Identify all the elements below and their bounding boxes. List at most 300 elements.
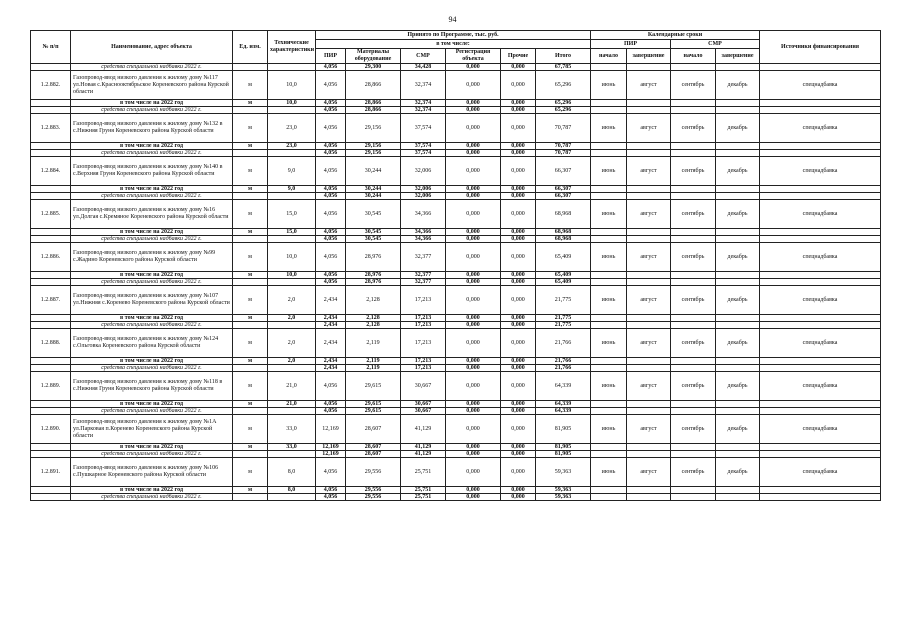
value-cell: 0,000 — [501, 365, 536, 372]
item-unit: м — [233, 415, 268, 444]
item-name: Газопровод-ввод низкого давления к жилому дому №106 с.Пушкарное Кореневского района Курской области — [71, 458, 233, 487]
pir-start: июнь — [591, 71, 627, 100]
pir-end: август — [627, 114, 671, 143]
value-cell: 64,339 — [536, 408, 591, 415]
table-row — [31, 71, 881, 100]
value-cell: 0,000 — [501, 487, 536, 494]
pir-end: август — [627, 286, 671, 315]
value-cell: 70,787 — [536, 114, 591, 143]
value-cell: 28,976 — [346, 279, 401, 286]
smr-start: сентябрь — [671, 329, 716, 358]
value-cell: 30,244 — [346, 157, 401, 186]
funds-label: средства специальной надбавки 2022 г. — [71, 451, 233, 458]
value-cell: 29,556 — [346, 487, 401, 494]
value-cell: 4,056 — [316, 487, 346, 494]
item-unit: м — [233, 243, 268, 272]
value-cell: 81,905 — [536, 451, 591, 458]
smr-start: сентябрь — [671, 200, 716, 229]
item-number: 1.2.886. — [31, 243, 71, 272]
smr-end: декабрь — [716, 243, 760, 272]
item-tech: 15,0 — [268, 229, 316, 236]
value-cell: 4,056 — [316, 229, 346, 236]
value-cell: 0,000 — [446, 415, 501, 444]
item-number: 1.2.883. — [31, 114, 71, 143]
value-cell: 70,787 — [536, 143, 591, 150]
year-row — [31, 100, 881, 107]
value-cell: 2,128 — [346, 322, 401, 329]
value-cell: 59,363 — [536, 494, 591, 501]
value-cell: 4,056 — [316, 243, 346, 272]
value-cell: 0,000 — [501, 494, 536, 501]
year-row — [31, 186, 881, 193]
item-unit: м — [233, 114, 268, 143]
value-cell: 21,775 — [536, 322, 591, 329]
funds-row — [31, 107, 881, 114]
item-name: Газопровод-ввод низкого давления к жилому дому №107 ул.Нижняя с.Коренево Кореневского района Курской области — [71, 286, 233, 315]
value-cell: 2,434 — [316, 365, 346, 372]
value-cell: 0,000 — [446, 193, 501, 200]
value-cell: 65,409 — [536, 272, 591, 279]
value-cell: 0,000 — [501, 107, 536, 114]
value-cell: 4,056 — [316, 408, 346, 415]
year-label: в том числе на 2022 год — [71, 401, 233, 408]
value-cell: 2,119 — [346, 329, 401, 358]
year-label: в том числе на 2022 год — [71, 100, 233, 107]
value-cell: 4,056 — [316, 401, 346, 408]
year-label: в том числе на 2022 год — [71, 272, 233, 279]
smr-end: декабрь — [716, 329, 760, 358]
value-cell: 0,000 — [446, 236, 501, 243]
value-cell: 34,428 — [401, 64, 446, 71]
value-cell: 0,000 — [501, 193, 536, 200]
value-cell: 0,000 — [446, 408, 501, 415]
year-row — [31, 358, 881, 365]
value-cell: 34,366 — [401, 236, 446, 243]
table-row — [31, 458, 881, 487]
value-cell: 37,574 — [401, 114, 446, 143]
value-cell: 0,000 — [446, 229, 501, 236]
funds-row — [31, 150, 881, 157]
item-name: Газопровод-ввод низкого давления к жилому дому №16 ул.Долгая с.Кремяное Кореневского района Курской области — [71, 200, 233, 229]
value-cell: 28,607 — [346, 444, 401, 451]
item-tech: 33,0 — [268, 444, 316, 451]
item-tech: 10,0 — [268, 272, 316, 279]
value-cell: 2,434 — [316, 315, 346, 322]
pir-end: август — [627, 372, 671, 401]
item-source: спецнадбавка — [760, 286, 881, 315]
item-name: Газопровод-ввод низкого давления к жилому дому №99 с.Жадино Кореневского района Курской области — [71, 243, 233, 272]
year-row — [31, 272, 881, 279]
value-cell: 0,000 — [446, 186, 501, 193]
col-other: Прочие — [501, 49, 536, 64]
col-smr: СМР — [401, 49, 446, 64]
value-cell: 4,056 — [316, 279, 346, 286]
value-cell: 59,363 — [536, 487, 591, 494]
item-tech: 10,0 — [268, 71, 316, 100]
value-cell: 0,000 — [446, 279, 501, 286]
col-pir: ПИР — [316, 49, 346, 64]
value-cell: 0,000 — [501, 372, 536, 401]
value-cell: 0,000 — [501, 415, 536, 444]
table-row — [31, 157, 881, 186]
item-unit: м — [233, 229, 268, 236]
smr-start: сентябрь — [671, 157, 716, 186]
value-cell: 28,976 — [346, 272, 401, 279]
funds-label: средства специальной надбавки 2022 г. — [71, 279, 233, 286]
col-source: Источники финансирования — [760, 31, 881, 64]
smr-end: декабрь — [716, 458, 760, 487]
funds-row — [31, 365, 881, 372]
value-cell: 4,056 — [316, 64, 346, 71]
value-cell: 0,000 — [446, 494, 501, 501]
funds-label: средства специальной надбавки 2022 г. — [71, 150, 233, 157]
item-unit: м — [233, 143, 268, 150]
value-cell: 0,000 — [446, 444, 501, 451]
value-cell: 0,000 — [446, 358, 501, 365]
funds-row — [31, 322, 881, 329]
item-tech: 10,0 — [268, 100, 316, 107]
item-tech: 2,0 — [268, 358, 316, 365]
value-cell: 0,000 — [501, 329, 536, 358]
year-row — [31, 229, 881, 236]
col-pir-end: завершение — [627, 49, 671, 64]
funds-label: средства специальной надбавки 2022 г. — [71, 107, 233, 114]
value-cell: 4,056 — [316, 458, 346, 487]
pir-end: август — [627, 71, 671, 100]
value-cell: 29,556 — [346, 494, 401, 501]
value-cell: 37,574 — [401, 143, 446, 150]
value-cell: 4,056 — [316, 200, 346, 229]
value-cell: 30,244 — [346, 186, 401, 193]
item-unit: м — [233, 100, 268, 107]
funds-row — [31, 193, 881, 200]
table-row — [31, 200, 881, 229]
item-unit: м — [233, 358, 268, 365]
value-cell: 4,056 — [316, 100, 346, 107]
item-tech: 10,0 — [268, 243, 316, 272]
value-cell: 29,556 — [346, 458, 401, 487]
item-unit: м — [233, 329, 268, 358]
funds-row — [31, 494, 881, 501]
col-materials: Материалы оборудование — [346, 49, 401, 64]
smr-start: сентябрь — [671, 372, 716, 401]
value-cell: 4,056 — [316, 193, 346, 200]
pir-end: август — [627, 243, 671, 272]
pir-end: август — [627, 458, 671, 487]
value-cell: 29,615 — [346, 408, 401, 415]
col-unit: Ед. изм. — [233, 31, 268, 64]
value-cell: 21,775 — [536, 286, 591, 315]
value-cell: 2,119 — [346, 365, 401, 372]
value-cell: 0,000 — [446, 107, 501, 114]
value-cell: 17,213 — [401, 358, 446, 365]
item-unit: м — [233, 200, 268, 229]
smr-start: сентябрь — [671, 458, 716, 487]
funds-row — [31, 64, 881, 71]
table-row — [31, 243, 881, 272]
value-cell: 0,000 — [446, 401, 501, 408]
value-cell: 28,607 — [346, 415, 401, 444]
value-cell: 2,128 — [346, 315, 401, 322]
value-cell: 0,000 — [501, 279, 536, 286]
value-cell: 0,000 — [446, 315, 501, 322]
item-source: спецнадбавка — [760, 114, 881, 143]
col-no: № п/п — [31, 31, 71, 64]
item-number: 1.2.887. — [31, 286, 71, 315]
smr-end: декабрь — [716, 286, 760, 315]
smr-end: декабрь — [716, 157, 760, 186]
col-pir-start: начало — [591, 49, 627, 64]
value-cell: 81,905 — [536, 415, 591, 444]
item-number: 1.2.885. — [31, 200, 71, 229]
value-cell: 17,213 — [401, 315, 446, 322]
value-cell: 41,129 — [401, 451, 446, 458]
value-cell: 37,574 — [401, 150, 446, 157]
item-name: Газопровод-ввод низкого давления к жилому дому №1А ул.Парковая п.Коренево Кореневского района Курской области — [71, 415, 233, 444]
funds-label: средства специальной надбавки 2022 г. — [71, 193, 233, 200]
value-cell: 0,000 — [501, 358, 536, 365]
page-number: 94 — [448, 15, 457, 24]
year-label: в том числе на 2022 год — [71, 143, 233, 150]
value-cell: 0,000 — [446, 329, 501, 358]
value-cell: 0,000 — [446, 286, 501, 315]
item-name: Газопровод-ввод низкого давления к жилому дому №117 ул.Новая с.Краснооктябрьское Кореневского района Курской области — [71, 71, 233, 100]
value-cell: 81,905 — [536, 444, 591, 451]
value-cell: 64,339 — [536, 401, 591, 408]
item-number: 1.2.891. — [31, 458, 71, 487]
col-smr-end: завершение — [716, 49, 760, 64]
value-cell: 30,667 — [401, 401, 446, 408]
funds-label: средства специальной надбавки 2022 г. — [71, 494, 233, 501]
value-cell: 4,056 — [316, 494, 346, 501]
smr-start: сентябрь — [671, 286, 716, 315]
table-header — [31, 31, 881, 64]
pir-start: июнь — [591, 200, 627, 229]
item-tech: 15,0 — [268, 200, 316, 229]
value-cell: 34,366 — [401, 200, 446, 229]
value-cell: 32,377 — [401, 279, 446, 286]
value-cell: 0,000 — [446, 100, 501, 107]
year-row — [31, 315, 881, 322]
value-cell: 41,129 — [401, 415, 446, 444]
value-cell: 17,213 — [401, 365, 446, 372]
value-cell: 12,169 — [316, 444, 346, 451]
value-cell: 66,307 — [536, 193, 591, 200]
value-cell: 64,339 — [536, 372, 591, 401]
col-cal-pir: ПИР — [591, 40, 671, 49]
value-cell: 2,434 — [316, 286, 346, 315]
value-cell: 0,000 — [446, 64, 501, 71]
funds-label: средства специальной надбавки 2022 г. — [71, 322, 233, 329]
year-label: в том числе на 2022 год — [71, 358, 233, 365]
value-cell: 21,766 — [536, 365, 591, 372]
value-cell: 4,056 — [316, 157, 346, 186]
value-cell: 4,056 — [316, 186, 346, 193]
value-cell: 29,156 — [346, 114, 401, 143]
smr-end: декабрь — [716, 415, 760, 444]
col-registration: Регистрация объекта — [446, 49, 501, 64]
col-smr-start: начало — [671, 49, 716, 64]
item-tech: 33,0 — [268, 415, 316, 444]
pir-start: июнь — [591, 372, 627, 401]
value-cell: 0,000 — [501, 272, 536, 279]
table-row — [31, 114, 881, 143]
year-label: в том числе на 2022 год — [71, 487, 233, 494]
smr-end: декабрь — [716, 114, 760, 143]
item-number: 1.2.890. — [31, 415, 71, 444]
table-row — [31, 372, 881, 401]
year-label: в том числе на 2022 год — [71, 186, 233, 193]
value-cell: 0,000 — [501, 451, 536, 458]
item-number: 1.2.889. — [31, 372, 71, 401]
funds-label: средства специальной надбавки 2022 г. — [71, 365, 233, 372]
item-unit: м — [233, 186, 268, 193]
value-cell: 0,000 — [446, 71, 501, 100]
value-cell: 0,000 — [501, 243, 536, 272]
item-name: Газопровод-ввод низкого давления к жилому дому №124 с.Ольговка Кореневского района Курской области — [71, 329, 233, 358]
value-cell: 32,377 — [401, 243, 446, 272]
value-cell: 29,300 — [346, 64, 401, 71]
value-cell: 17,213 — [401, 322, 446, 329]
item-unit: м — [233, 401, 268, 408]
value-cell: 65,409 — [536, 279, 591, 286]
value-cell: 0,000 — [501, 157, 536, 186]
funds-row — [31, 451, 881, 458]
value-cell: 41,129 — [401, 444, 446, 451]
smr-end: декабрь — [716, 372, 760, 401]
value-cell: 0,000 — [501, 444, 536, 451]
value-cell: 70,787 — [536, 150, 591, 157]
value-cell: 25,751 — [401, 487, 446, 494]
value-cell: 0,000 — [501, 315, 536, 322]
smr-end: декабрь — [716, 71, 760, 100]
value-cell: 30,545 — [346, 236, 401, 243]
pir-start: июнь — [591, 243, 627, 272]
year-row — [31, 143, 881, 150]
pir-start: июнь — [591, 286, 627, 315]
value-cell: 30,244 — [346, 193, 401, 200]
value-cell: 0,000 — [501, 408, 536, 415]
value-cell: 21,766 — [536, 358, 591, 365]
col-total: Итого — [536, 49, 591, 64]
value-cell: 30,667 — [401, 408, 446, 415]
funds-label: средства специальной надбавки 2022 г. — [71, 64, 233, 71]
pir-start: июнь — [591, 415, 627, 444]
item-number: 1.2.888. — [31, 329, 71, 358]
pir-start: июнь — [591, 114, 627, 143]
item-tech: 8,0 — [268, 458, 316, 487]
value-cell: 0,000 — [446, 458, 501, 487]
item-number: 1.2.884. — [31, 157, 71, 186]
item-name: Газопровод-ввод низкого давления к жилому дому №140 в с.Верхняя Груня Кореневского района Курской области — [71, 157, 233, 186]
smr-start: сентябрь — [671, 415, 716, 444]
value-cell: 0,000 — [446, 487, 501, 494]
value-cell: 28,866 — [346, 107, 401, 114]
table-body — [31, 64, 881, 501]
value-cell: 12,169 — [316, 451, 346, 458]
value-cell: 0,000 — [446, 322, 501, 329]
value-cell: 66,307 — [536, 157, 591, 186]
value-cell: 4,056 — [316, 372, 346, 401]
value-cell: 2,119 — [346, 358, 401, 365]
year-label: в том числе на 2022 год — [71, 315, 233, 322]
value-cell: 65,296 — [536, 100, 591, 107]
value-cell: 0,000 — [501, 401, 536, 408]
table-row — [31, 329, 881, 358]
value-cell: 29,615 — [346, 372, 401, 401]
value-cell: 4,056 — [316, 143, 346, 150]
year-row — [31, 487, 881, 494]
pir-end: август — [627, 200, 671, 229]
value-cell: 0,000 — [501, 229, 536, 236]
item-unit: м — [233, 372, 268, 401]
value-cell: 29,615 — [346, 401, 401, 408]
pir-start: июнь — [591, 329, 627, 358]
value-cell: 12,169 — [316, 415, 346, 444]
year-row — [31, 401, 881, 408]
value-cell: 21,766 — [536, 329, 591, 358]
value-cell: 0,000 — [446, 114, 501, 143]
pir-end: август — [627, 415, 671, 444]
item-unit: м — [233, 157, 268, 186]
value-cell: 0,000 — [501, 322, 536, 329]
item-source: спецнадбавка — [760, 372, 881, 401]
item-unit: м — [233, 458, 268, 487]
smr-end: декабрь — [716, 200, 760, 229]
funds-row — [31, 408, 881, 415]
col-name: Наименование, адрес объекта — [71, 31, 233, 64]
smr-start: сентябрь — [671, 114, 716, 143]
item-unit: м — [233, 444, 268, 451]
value-cell: 2,434 — [316, 329, 346, 358]
value-cell: 0,000 — [501, 114, 536, 143]
value-cell: 0,000 — [501, 286, 536, 315]
item-unit: м — [233, 272, 268, 279]
value-cell: 32,374 — [401, 100, 446, 107]
value-cell: 4,056 — [316, 150, 346, 157]
col-calendar: Календарные сроки — [591, 31, 760, 40]
value-cell: 0,000 — [501, 100, 536, 107]
value-cell: 4,056 — [316, 71, 346, 100]
value-cell: 0,000 — [501, 150, 536, 157]
pir-start: июнь — [591, 157, 627, 186]
value-cell: 32,374 — [401, 107, 446, 114]
value-cell: 0,000 — [501, 143, 536, 150]
value-cell: 0,000 — [446, 143, 501, 150]
value-cell: 0,000 — [501, 200, 536, 229]
value-cell: 65,296 — [536, 107, 591, 114]
item-source: спецнадбавка — [760, 71, 881, 100]
value-cell: 68,968 — [536, 229, 591, 236]
item-tech: 9,0 — [268, 157, 316, 186]
value-cell: 2,128 — [346, 286, 401, 315]
item-name: Газопровод-ввод низкого давления к жилому дому №118 в с.Нижняя Груня Кореневского района Курской области — [71, 372, 233, 401]
pir-end: август — [627, 157, 671, 186]
value-cell: 0,000 — [501, 64, 536, 71]
col-accepted: Принято по Программе, тыс. руб. — [316, 31, 591, 40]
value-cell: 2,434 — [316, 322, 346, 329]
value-cell: 65,296 — [536, 71, 591, 100]
value-cell: 32,006 — [401, 157, 446, 186]
table-row — [31, 286, 881, 315]
funds-label: средства специальной надбавки 2022 г. — [71, 408, 233, 415]
value-cell: 21,775 — [536, 315, 591, 322]
value-cell: 28,976 — [346, 243, 401, 272]
value-cell: 25,751 — [401, 458, 446, 487]
smr-start: сентябрь — [671, 71, 716, 100]
item-tech: 21,0 — [268, 372, 316, 401]
item-name: Газопровод-ввод низкого давления к жилому дому №132 в с.Нижняя Груня Кореневского района Курской области — [71, 114, 233, 143]
